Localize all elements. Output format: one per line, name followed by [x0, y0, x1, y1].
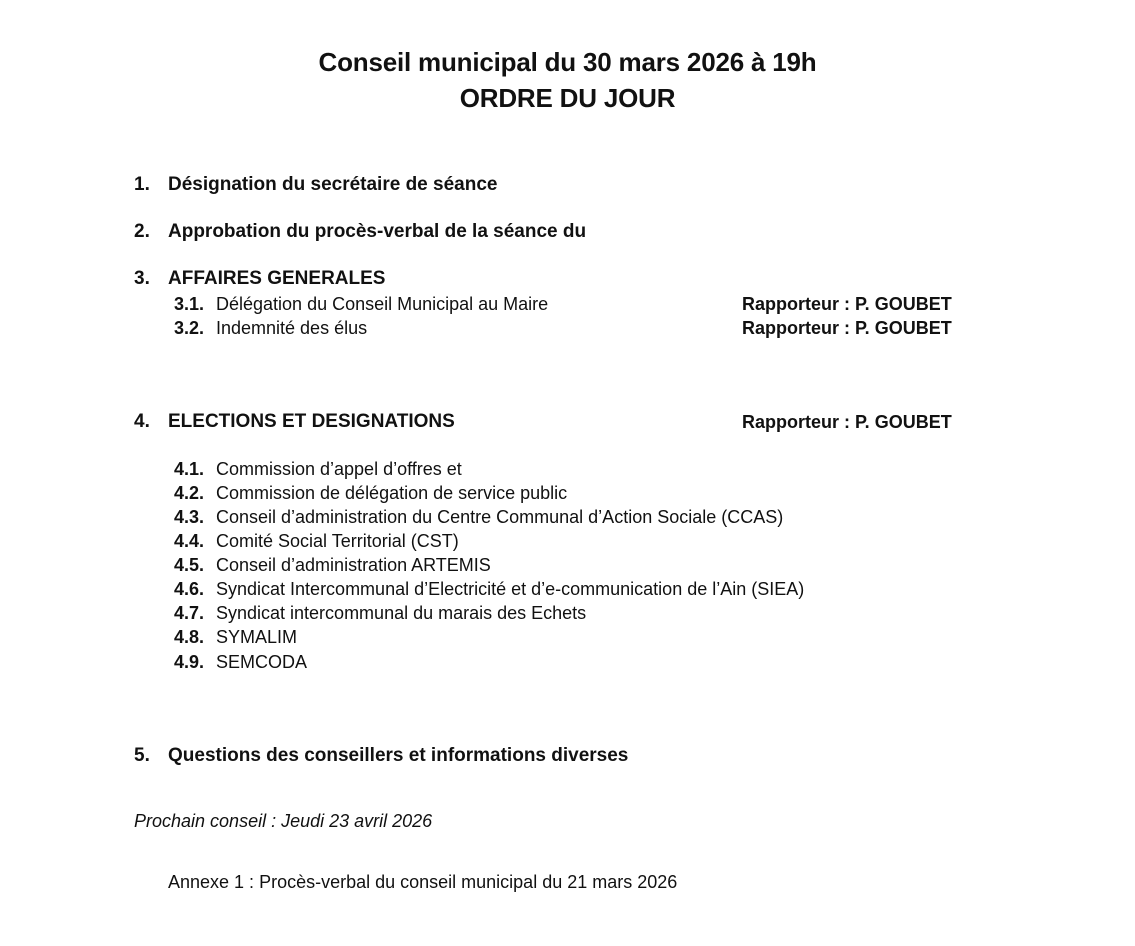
agenda-item-label: ELECTIONS ET DESIGNATIONS [168, 411, 455, 432]
subitem-number: 3.2. [174, 318, 205, 338]
subitem-label: SEMCODA [216, 652, 308, 672]
agenda-item-label: Questions des conseillers et informations diverses [168, 745, 629, 766]
agenda-item-label: AFFAIRES GENERALES [168, 268, 386, 289]
subitem-label: Syndicat Intercommunal d’Electricité et d’e-communication de l’Ain (SIEA) [216, 579, 805, 599]
subitem-number: 4.4. [174, 531, 205, 551]
subitem-number: 4.8. [174, 627, 205, 647]
rapporteur-label: Rapporteur : P. GOUBET [742, 318, 952, 338]
subitem-number: 4.3. [174, 507, 205, 527]
rapporteur-label: Rapporteur : P. GOUBET [742, 294, 952, 314]
subitem-label: Comité Social Territorial (CST) [216, 531, 459, 551]
agenda-item-number: 4. [134, 411, 150, 432]
agenda-item-number: 3. [134, 268, 150, 289]
subitem-number: 4.6. [174, 579, 205, 599]
annex-text: Annexe 1 : Procès-verbal du conseil municipal du 21 mars 2026 [168, 872, 678, 892]
page-subtitle: ORDRE DU JOUR [459, 83, 676, 113]
subitem-label: Conseil d’administration du Centre Communal d’Action Sociale (CCAS) [216, 507, 784, 527]
agenda-item-label: Désignation du secrétaire de séance [168, 174, 498, 195]
subitem-label: Commission de délégation de service public [216, 483, 568, 503]
subitem-number: 4.9. [174, 652, 205, 672]
subitem-label: Syndicat intercommunal du marais des Echets [216, 603, 587, 623]
subitem-label: SYMALIM [216, 627, 298, 647]
agenda-item-label: Approbation du procès-verbal de la séance du [168, 221, 587, 242]
agenda-item-number: 5. [134, 745, 150, 766]
subitem-label: Conseil d’administration ARTEMIS [216, 555, 491, 575]
subitem-label: Délégation du Conseil Municipal au Maire [216, 294, 549, 314]
subitem-number: 4.7. [174, 603, 205, 623]
subitem-label: Indemnité des élus [216, 318, 368, 338]
subitem-number: 4.2. [174, 483, 205, 503]
page-title: Conseil municipal du 30 mars 2026 à 19h [318, 47, 817, 77]
subitem-number: 4.1. [174, 459, 205, 479]
subitem-number: 4.5. [174, 555, 205, 575]
subitem-label: Commission d’appel d’offres et [216, 459, 462, 479]
agenda-item-number: 1. [134, 174, 150, 195]
subitem-number: 3.1. [174, 294, 205, 314]
agenda-item-number: 2. [134, 221, 150, 242]
next-council-text: Prochain conseil : Jeudi 23 avril 2026 [134, 811, 433, 831]
rapporteur-label: Rapporteur : P. GOUBET [742, 412, 952, 432]
